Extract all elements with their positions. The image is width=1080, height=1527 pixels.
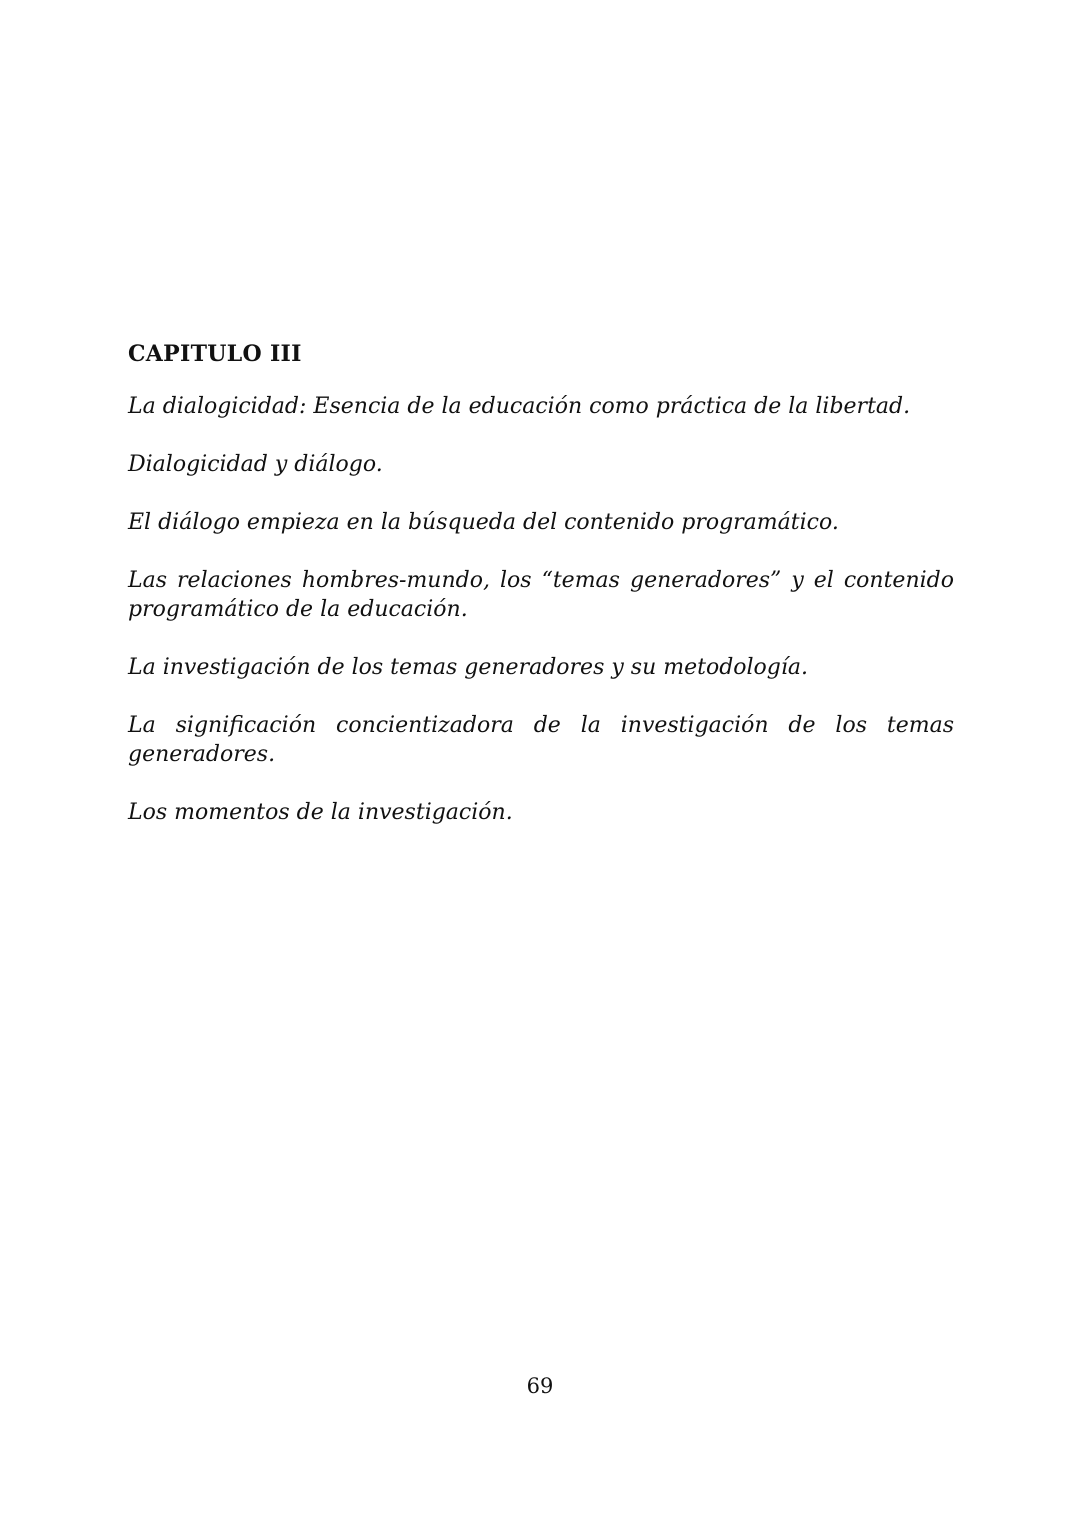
chapter-entry: El diálogo empieza en la búsqueda del contenido programático. bbox=[128, 510, 839, 535]
chapter-contents bbox=[128, 338, 954, 856]
chapter-entry: La investigación de los temas generadores y su metodología. bbox=[128, 655, 809, 680]
chapter-entry: La dialogicidad: Esencia de la educación como práctica de la libertad. bbox=[128, 394, 911, 419]
chapter-entry: Los momentos de la investigación. bbox=[128, 800, 513, 825]
chapter-entry: Dialogicidad y diálogo. bbox=[128, 452, 383, 477]
chapter-entry: La significación concientizadora de la investigación de los temas generadores. bbox=[128, 713, 954, 767]
page-number: 69 bbox=[526, 1374, 554, 1398]
chapter-title: CAPITULO III bbox=[128, 341, 302, 367]
chapter-entry: Las relaciones hombres-mundo, los “temas generadores” y el contenido programático de la educación. bbox=[128, 568, 954, 622]
